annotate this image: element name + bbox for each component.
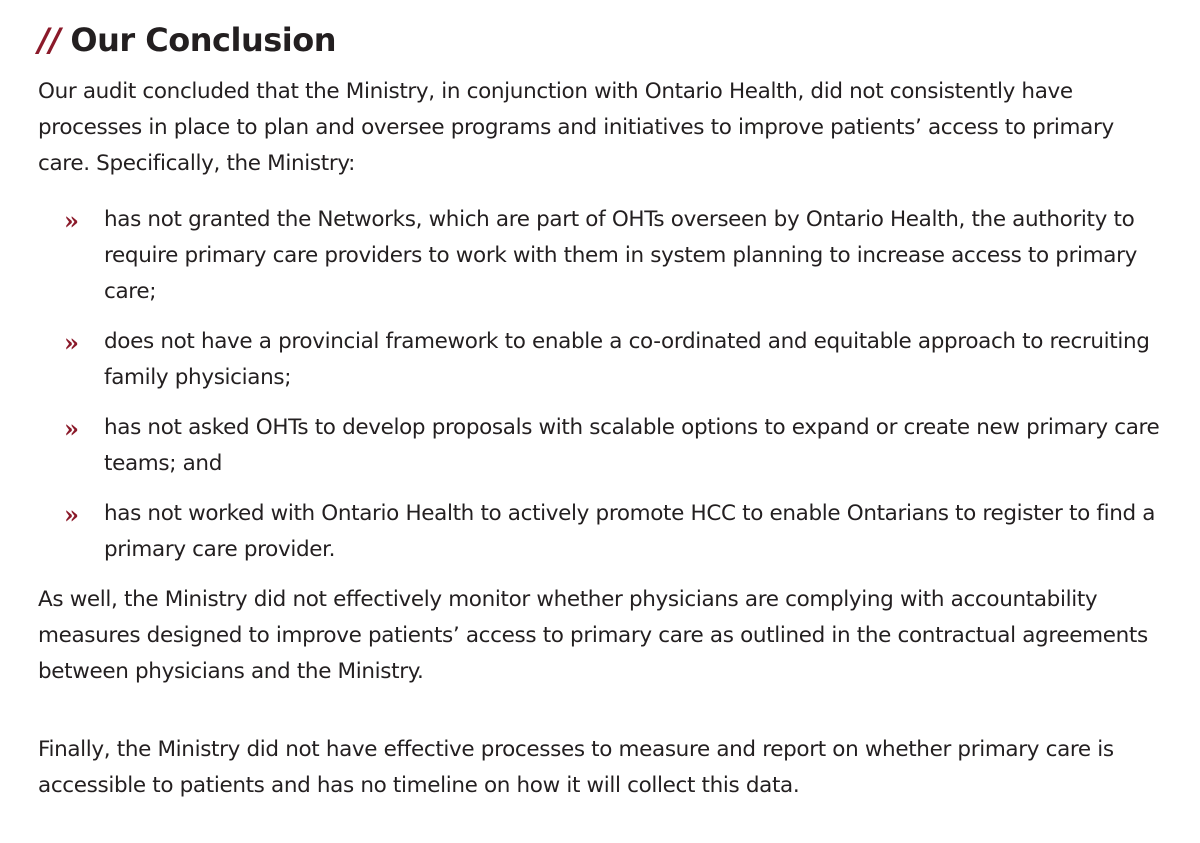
list-item bbox=[38, 410, 1168, 482]
intro-paragraph: Our audit concluded that the Ministry, in conjunction with Ontario Health, did not consistently have processes in place to plan and oversee programs and initiatives to improve patients’ access to primary care. Specifically, the Ministry: bbox=[38, 79, 1114, 176]
chevron-right-icon: » bbox=[64, 328, 79, 357]
list-item bbox=[38, 496, 1168, 568]
list-item-text: has not worked with Ontario Health to actively promote HCC to enable Ontarians to register to find a primary care provider. bbox=[104, 501, 1156, 562]
chevron-right-icon: » bbox=[64, 414, 79, 443]
heading-slashes: // bbox=[38, 21, 61, 59]
final-paragraph: Finally, the Ministry did not have effective processes to measure and report on whether primary care is accessible to patients and has no timeline on how it will collect this data. bbox=[38, 737, 1114, 798]
chevron-right-icon: » bbox=[64, 500, 79, 529]
conclusion-section bbox=[38, 18, 1168, 804]
list-item bbox=[38, 202, 1168, 310]
section-heading bbox=[38, 18, 1168, 62]
monitoring-paragraph: As well, the Ministry did not effectively monitor whether physicians are complying with accountability measures designed to improve patients’ access to primary care as outlined in the contractual agreements between physicians and the Ministry. bbox=[38, 587, 1148, 684]
list-item-text: does not have a provincial framework to enable a co-ordinated and equitable approach to recruiting family physicians; bbox=[104, 329, 1150, 390]
heading-title: Our Conclusion bbox=[70, 21, 337, 59]
list-item bbox=[38, 324, 1168, 396]
list-item-text: has not asked OHTs to develop proposals with scalable options to expand or create new primary care teams; and bbox=[104, 415, 1160, 476]
chevron-right-icon: » bbox=[64, 206, 79, 235]
findings-list bbox=[38, 202, 1168, 568]
list-item-text: has not granted the Networks, which are part of OHTs overseen by Ontario Health, the authority to require primary care providers to work with them in system planning to increase access to primary care; bbox=[104, 207, 1137, 304]
